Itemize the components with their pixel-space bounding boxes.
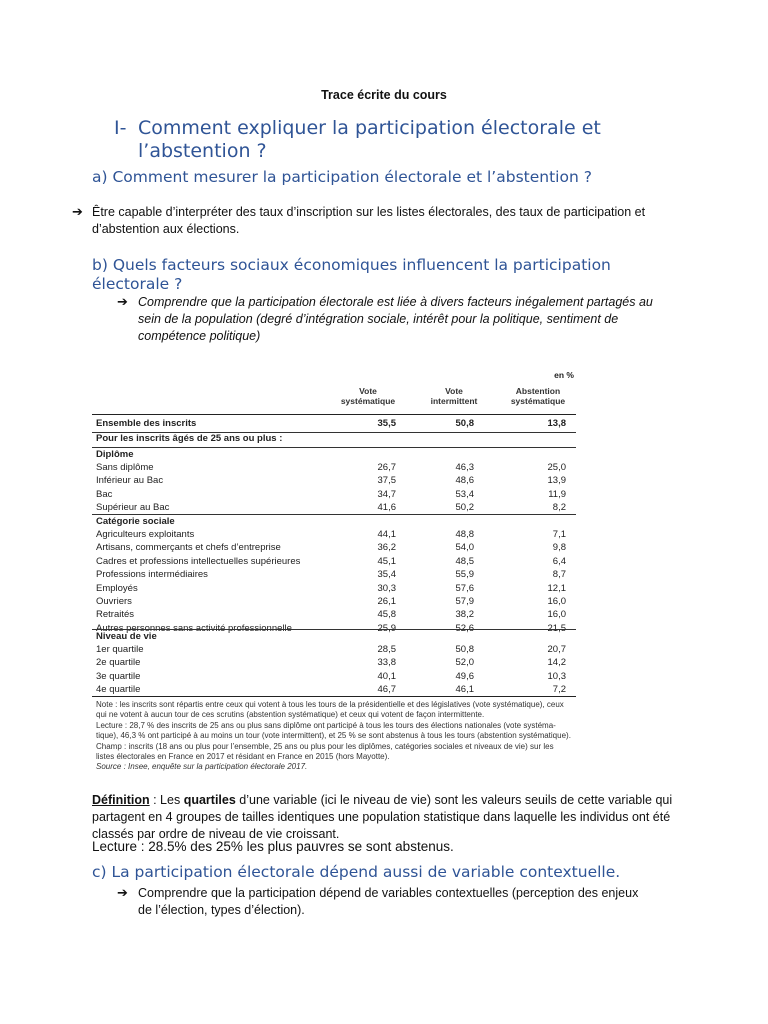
table-row: [96, 556, 574, 569]
section-title-line-1: Comment expliquer la participation électorale et: [138, 117, 601, 139]
col-header-3-line-2: systématique: [510, 396, 566, 406]
table-row: [96, 569, 574, 582]
row-value-1: 36,2: [377, 542, 396, 554]
subheading-c: c) La participation électorale dépend aussi de variable contextuelle.: [92, 863, 621, 881]
row-value-3: 21,5: [547, 622, 566, 634]
group-title-niveau: [96, 631, 574, 644]
row-label: Ouvriers: [96, 596, 132, 607]
col-header-2-line-1: Vote: [445, 386, 463, 396]
row-value-3: 16,0: [547, 609, 566, 621]
bullet-a-line-2: d’abstention aux élections.: [92, 222, 240, 236]
row-value-2: 52,0: [455, 657, 474, 669]
table-row: [96, 583, 574, 596]
row-value-2: 55,9: [455, 569, 474, 581]
col-header-abstention: [498, 386, 578, 406]
col-header-vote-intermittent: [414, 386, 494, 406]
definition-term: quartiles: [183, 793, 236, 807]
row-value-1: 45,1: [377, 555, 396, 567]
row-label: Professions intermédiaires: [96, 569, 208, 581]
row-label: Agriculteurs exploitants: [96, 529, 195, 540]
subheading-b: [92, 256, 692, 294]
row-value-2: 49,6: [455, 670, 474, 682]
col-header-3-line-1: Abstention: [515, 386, 561, 396]
lecture-line: tique), 46,3 % ont participé à au moins un tour (vote intermittent), et 25 % se sont abstenus à tous les tours (abstention systématique).: [96, 731, 571, 741]
col-header-1-line-1: Vote: [359, 386, 377, 396]
table-row: [96, 644, 574, 657]
note-line: qui ne votent à aucun tour de ces scrutins (abstention systématique) et ceux qui votent de façon intermittente.: [96, 710, 485, 720]
row-label: Cadres et professions intellectuelles supérieures: [96, 555, 301, 567]
table-row: [96, 529, 574, 542]
row-label: Inférieur au Bac: [96, 475, 164, 487]
row-value-1: 35,5: [377, 418, 396, 429]
table-row: [96, 489, 574, 502]
row-value-3: 10,3: [547, 670, 566, 682]
row-label: Artisans, commerçants et chefs d’entreprise: [96, 542, 281, 554]
row-label: 3e quartile: [96, 670, 141, 682]
row-value-3: 7,2: [552, 684, 566, 696]
definition-line-3: classés par ordre de niveau de vie croissant.: [92, 827, 340, 841]
definition-rest: d’une variable (ici le niveau de vie) sont les valeurs seuils de cette variable qui: [235, 793, 673, 807]
table-row: [96, 684, 574, 697]
arrow-right-icon: ➔: [117, 886, 128, 901]
col-header-vote-systematique: [328, 386, 408, 406]
row-label: Niveau de vie: [96, 631, 157, 642]
row-value-3: 20,7: [547, 644, 566, 655]
definition-line-2: partagent en 4 groupes de tailles identiques une population statistique dans laquelle les individus ont été: [92, 810, 671, 824]
document-title: Trace écrite du cours: [321, 88, 447, 102]
row-value-2: 57,9: [455, 596, 474, 607]
table-row: [96, 502, 574, 515]
row-label: Catégorie sociale: [96, 516, 175, 527]
bullet-c-line-2: de l’élection, types d’élection).: [138, 903, 305, 917]
section-title-line-2: l’abstention ?: [138, 140, 267, 162]
row-value-2: 38,2: [455, 609, 474, 621]
row-label: Supérieur au Bac: [96, 502, 170, 514]
definition-line-1: [92, 792, 692, 809]
subheading-b-line-2: électorale ?: [92, 275, 183, 293]
arrow-right-icon: ➔: [117, 295, 128, 310]
arrow-right-icon: ➔: [72, 205, 83, 220]
row-value-1: 44,1: [377, 529, 396, 540]
definition-block: [92, 792, 692, 843]
definition-lecture: Lecture : 28.5% des 25% les plus pauvres se sont abstenus.: [92, 839, 454, 854]
champ-line: listes électorales en France en 2017 et résidant en France en 2015 (hors Mayotte).: [96, 752, 390, 762]
champ-line: Champ : inscrits (18 ans ou plus pour l’ensemble, 25 ans ou plus pour les diplômes, catégories sociales et niveaux de vie) sur les: [96, 741, 554, 751]
table-unit: en %: [554, 370, 574, 380]
row-value-2: 57,6: [455, 582, 474, 594]
row-value-3: 8,2: [552, 502, 566, 514]
row-value-2: 53,4: [455, 488, 474, 500]
row-value-3: 25,0: [547, 462, 566, 473]
row-value-2: 50,8: [455, 644, 474, 655]
col-header-2-line-2: intermittent: [430, 396, 478, 406]
participation-table: [92, 370, 582, 782]
row-value-1: 46,7: [377, 684, 396, 696]
row-value-3: 12,1: [547, 582, 566, 594]
row-label: Retraités: [96, 609, 135, 621]
table-row: [96, 462, 574, 475]
row-label: 1er quartile: [96, 644, 144, 655]
row-value-1: 30,3: [377, 582, 396, 594]
row-value-2: 48,5: [455, 555, 474, 567]
row-label: 2e quartile: [96, 657, 141, 669]
subheading-a: a) Comment mesurer la participation électorale et l’abstention ?: [92, 168, 592, 186]
bullet-b-line-1: Comprendre que la participation électorale est liée à divers facteurs inégalement partagés au: [138, 295, 653, 309]
group-title-diplome: [96, 449, 574, 462]
row-value-1: 35,4: [377, 569, 396, 581]
row-label: Employés: [96, 582, 138, 594]
source-line: Source : Insee, enquête sur la participation électorale 2017.: [96, 762, 308, 772]
row-label: 4e quartile: [96, 684, 141, 696]
row-value-2: 50,8: [455, 418, 474, 429]
row-value-1: 25,9: [377, 622, 396, 634]
row-value-1: 41,6: [377, 502, 396, 514]
bullet-b-line-2: sein de la population (degré d’intégration sociale, intérêt pour la politique, sentiment de: [138, 312, 619, 326]
row-label: Sans diplôme: [96, 462, 154, 473]
definition-label: Définition: [92, 793, 150, 807]
row-value-3: 16,0: [547, 596, 566, 607]
row-value-1: 28,5: [377, 644, 396, 655]
table-rule: [92, 514, 576, 515]
bullet-b: [138, 294, 698, 345]
row-value-2: 52,6: [455, 622, 474, 634]
table-rule: [92, 629, 576, 630]
lecture-line: Lecture : 28,7 % des inscrits de 25 ans ou plus sans diplôme ont participé à tous les tours des élections nationales (vote systéma-: [96, 720, 556, 730]
section-number: I-: [114, 117, 127, 139]
col-header-1-line-2: systématique: [340, 396, 396, 406]
bullet-b-line-3: compétence politique): [138, 329, 261, 343]
row-value-1: 33,8: [377, 657, 396, 669]
table-subtitle: [96, 433, 574, 446]
table-row: [96, 657, 574, 670]
table-rule: [92, 447, 576, 448]
row-value-1: 37,5: [377, 475, 396, 487]
row-value-1: 45,8: [377, 609, 396, 621]
row-label: Pour les inscrits âgés de 25 ans ou plus :: [96, 433, 283, 444]
table-notes: [96, 700, 580, 773]
row-value-1: 34,7: [377, 488, 396, 500]
row-value-2: 48,6: [455, 475, 474, 487]
note-line: Note : les inscrits sont répartis entre ceux qui votent à tous les tours de la présidentielle et des législatives (vote systématique), ceux: [96, 700, 564, 709]
row-value-3: 8,7: [552, 569, 566, 581]
table-row: [96, 596, 574, 609]
table-row-total: [96, 418, 574, 431]
row-value-2: 50,2: [455, 502, 474, 514]
table-row: [96, 609, 574, 622]
table-rule: [92, 696, 576, 697]
row-label: Diplôme: [96, 449, 134, 460]
row-value-1: 40,1: [377, 670, 396, 682]
row-value-2: 54,0: [455, 542, 474, 554]
row-value-3: 13,8: [547, 418, 566, 429]
row-value-3: 7,1: [552, 529, 566, 540]
row-value-3: 13,9: [547, 475, 566, 487]
row-value-3: 11,9: [548, 488, 566, 500]
section-title: [138, 117, 678, 163]
row-value-2: 46,1: [455, 684, 474, 696]
bullet-a-line-1: Être capable d’interpréter des taux d’inscription sur les listes électorales, des taux de participation et: [92, 205, 646, 219]
subheading-b-line-1: b) Quels facteurs sociaux économiques influencent la participation: [92, 256, 611, 274]
row-label: Autres personnes sans activité professionnelle: [96, 622, 292, 634]
row-label: Ensemble des inscrits: [96, 418, 197, 429]
table-row: [96, 542, 574, 555]
definition-sep: : Les: [149, 793, 184, 807]
bullet-c-line-1: Comprendre que la participation dépend de variables contextuelles (perception des enjeux: [138, 886, 639, 900]
row-value-2: 46,3: [455, 462, 474, 473]
bullet-c: [138, 885, 698, 919]
row-value-1: 26,7: [377, 462, 396, 473]
row-label: Bac: [96, 488, 113, 500]
table-rule: [92, 414, 576, 415]
row-value-3: 14,2: [547, 657, 566, 669]
row-value-2: 48,8: [455, 529, 474, 540]
table-row: [96, 475, 574, 488]
row-value-1: 26,1: [377, 596, 396, 607]
row-value-3: 6,4: [552, 555, 566, 567]
row-value-3: 9,8: [552, 542, 566, 554]
group-title-categorie: [96, 516, 574, 529]
bullet-a: [92, 204, 712, 238]
table-row: [96, 671, 574, 684]
